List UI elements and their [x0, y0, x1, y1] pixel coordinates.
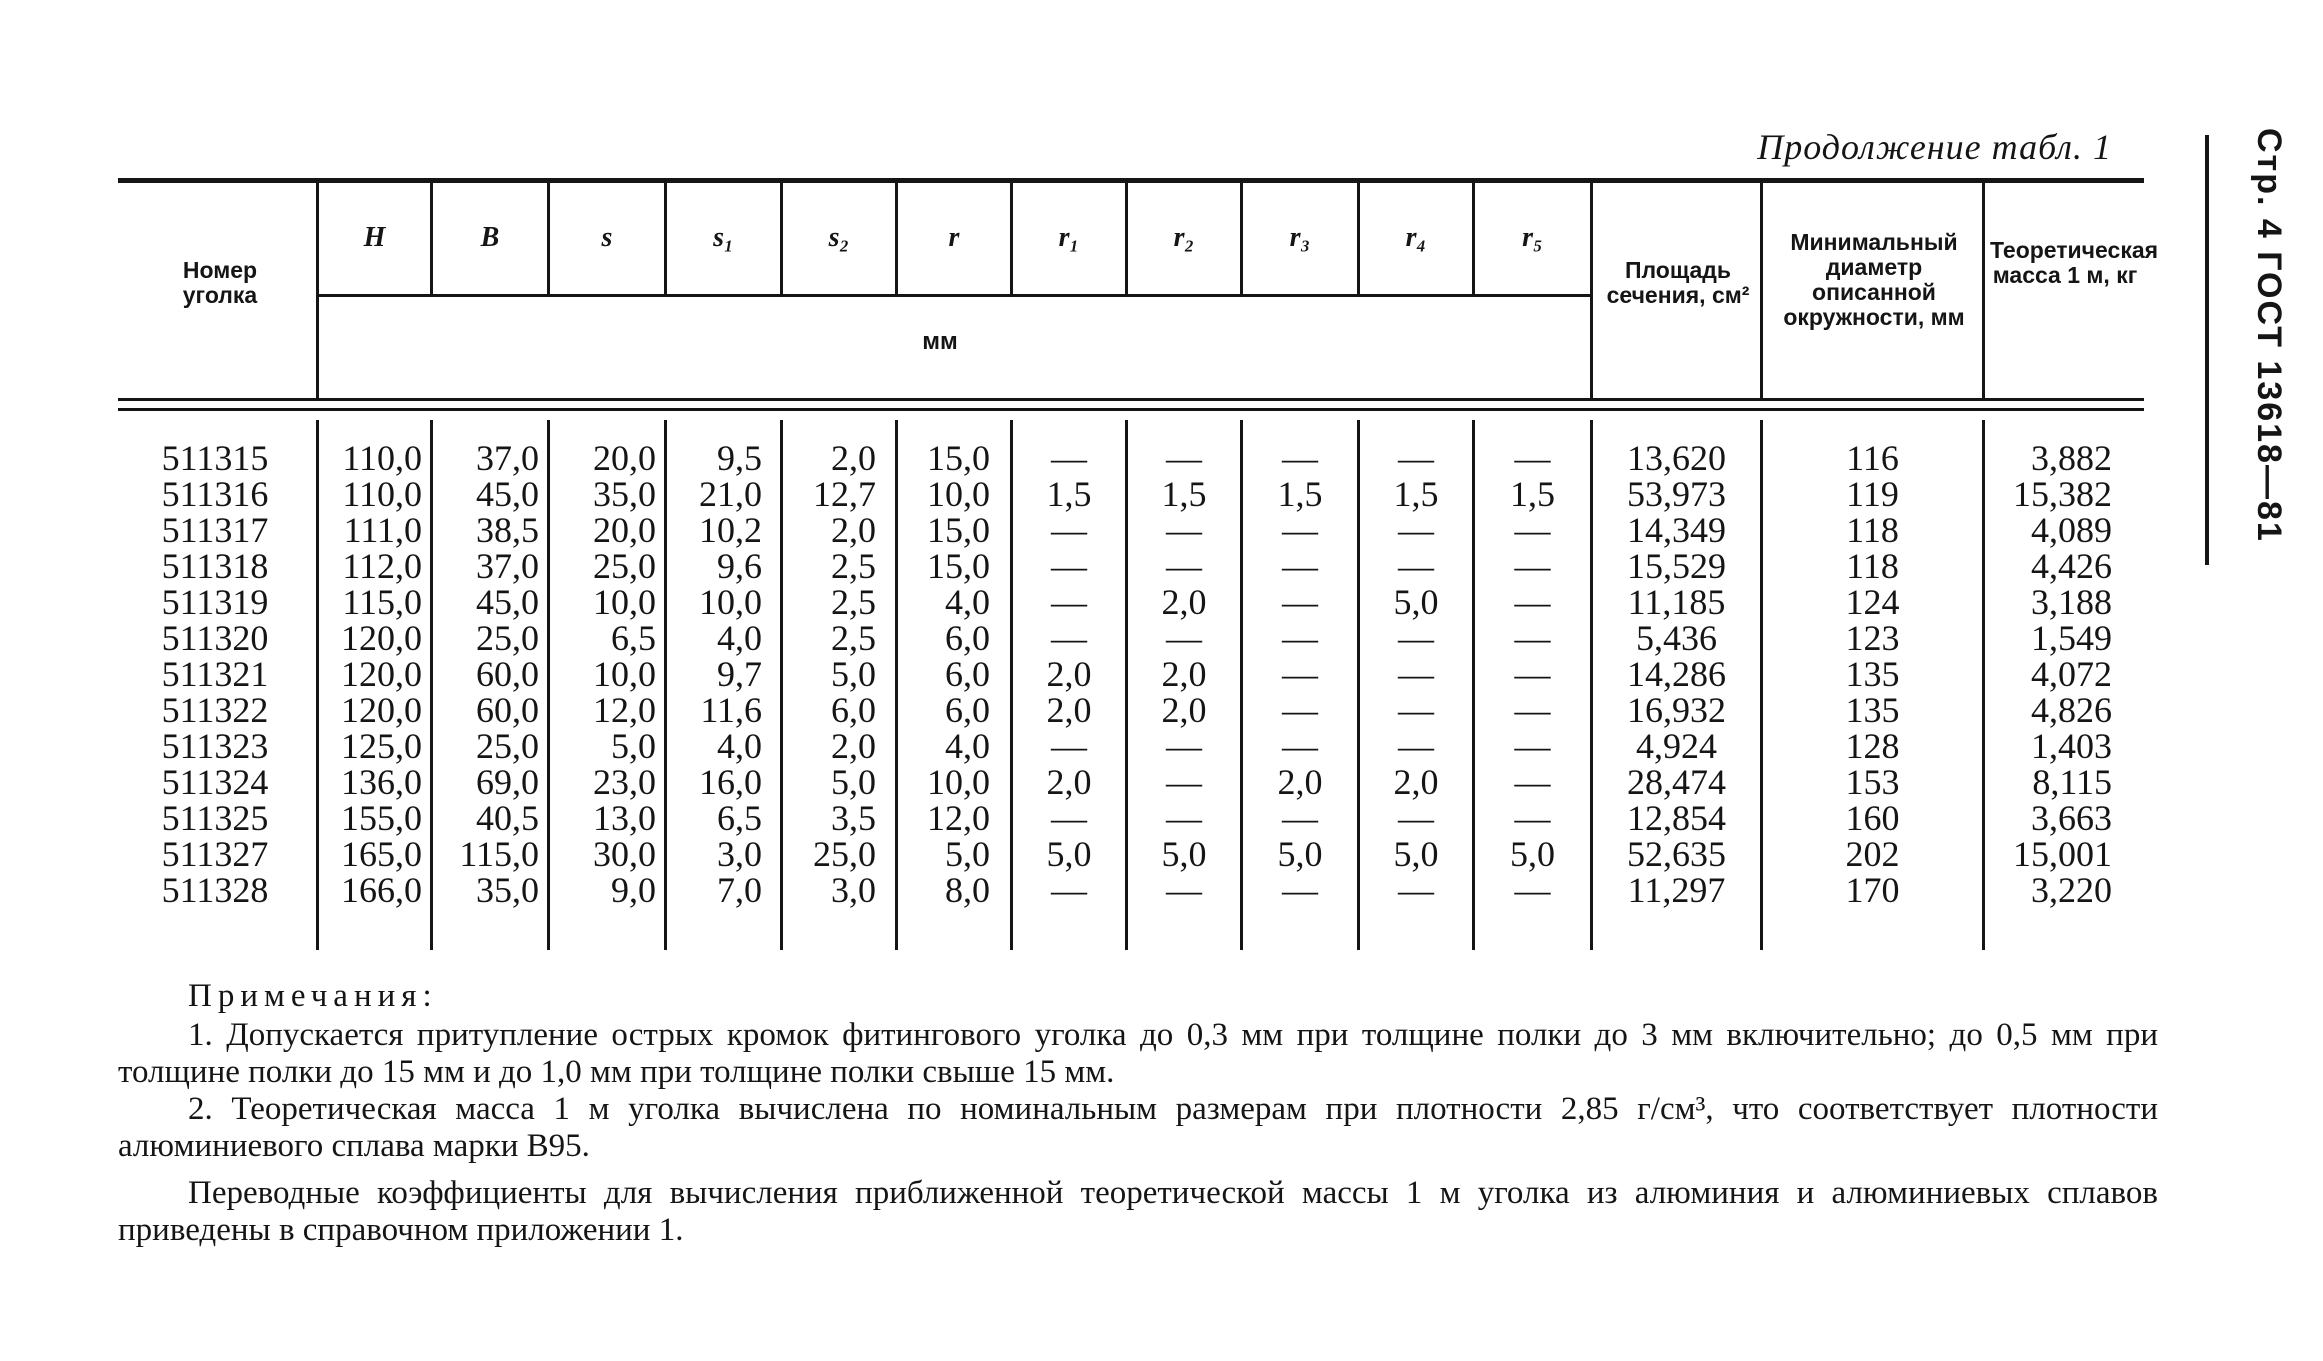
table-cell: 40,5	[476, 798, 539, 838]
header-vline	[1590, 180, 1593, 398]
table-cell: —	[1051, 870, 1087, 910]
table-cell: 15,382	[2013, 474, 2112, 514]
col-h	[319, 440, 422, 908]
table-cell: 12,0	[593, 690, 656, 730]
table-cell: 13,620	[1627, 438, 1726, 478]
header-vline	[1982, 180, 1985, 398]
unit-divider-rule	[318, 294, 1590, 297]
header-vline	[1760, 180, 1763, 398]
table-cell: 10,0	[927, 762, 990, 802]
table-cell: —	[1514, 546, 1551, 586]
header-mass: Теоретическая масса 1 м, кг	[1990, 237, 2159, 288]
table-cell: 45,0	[476, 474, 539, 514]
table-cell: 37,0	[476, 438, 539, 478]
table-cell: 2,0	[1277, 762, 1323, 802]
col-r4	[1360, 440, 1472, 908]
symbol-s: s	[601, 222, 613, 253]
table-cell: —	[1514, 726, 1551, 766]
table-cell: 6,5	[717, 798, 762, 838]
table-cell: —	[1282, 654, 1318, 694]
table-cell: 3,882	[2031, 438, 2112, 478]
table-cell: 14,349	[1627, 510, 1726, 550]
table-cell: 5,436	[1636, 618, 1717, 658]
table-cell: 1,549	[2031, 618, 2112, 658]
table-cell: 53,973	[1627, 474, 1726, 514]
col-b	[433, 440, 539, 908]
table-cell: 2,0	[1046, 690, 1092, 730]
table-cell: 2,0	[1161, 654, 1207, 694]
table-cell: 6,0	[945, 654, 990, 694]
table-cell: 12,7	[813, 474, 876, 514]
table-cell: 4,072	[2031, 654, 2112, 694]
table-cell: 2,5	[831, 618, 876, 658]
table-cell: —	[1282, 438, 1318, 478]
table-cell: 5,0	[831, 654, 876, 694]
symbol-r3: r₃	[1289, 222, 1311, 253]
table-cell: —	[1282, 582, 1318, 622]
table-cell: —	[1166, 762, 1202, 802]
col-s1	[667, 440, 762, 908]
header-diameter: Минимальный диаметр описанной окружности, мм	[1783, 229, 1965, 330]
table-cell: 1,5	[1046, 474, 1092, 514]
symbol-r5: r₅	[1522, 222, 1543, 253]
table-cell: 60,0	[476, 690, 539, 730]
table-cell: 3,188	[2031, 582, 2112, 622]
side-page-header: Стр. 4 ГОСТ 13618—81	[2250, 128, 2288, 543]
table-cell: 9,7	[717, 654, 762, 694]
table-cell: 6,0	[831, 690, 876, 730]
table-cell: 118	[1846, 510, 1899, 550]
table-cell: 202	[1845, 834, 1900, 874]
table-cell: 3,0	[831, 870, 876, 910]
table-cell: 110,0	[342, 438, 422, 478]
table-cell: —	[1282, 510, 1318, 550]
table-cell: 2,0	[831, 510, 876, 550]
table-cell: 111,0	[343, 510, 422, 550]
table-cell: —	[1398, 510, 1434, 550]
table-cell: 4,826	[2031, 690, 2112, 730]
table-cell: —	[1166, 510, 1202, 550]
table-cell: 10,0	[593, 654, 656, 694]
table-cell: 35,0	[476, 870, 539, 910]
table-cell: 5,0	[1510, 834, 1555, 874]
table-cell: 4,089	[2031, 510, 2112, 550]
symbol-r: r	[948, 222, 960, 253]
notes-title: Примечания:	[188, 978, 438, 1014]
table-cell: 23,0	[593, 762, 656, 802]
table-cell: 2,5	[831, 582, 876, 622]
table-cell: —	[1166, 726, 1202, 766]
header-bottom-rule-2	[118, 408, 2144, 411]
symbol-s2: s₂	[828, 222, 850, 253]
table-cell: 1,5	[1510, 474, 1555, 514]
table-cell: 37,0	[476, 546, 539, 586]
table-cell: —	[1514, 438, 1551, 478]
table-cell: 21,0	[699, 474, 762, 514]
table-cell: —	[1051, 510, 1087, 550]
header-vline	[316, 180, 319, 398]
table-cell: —	[1514, 762, 1551, 802]
table-cell: 2,0	[831, 438, 876, 478]
table-cell: 511325	[161, 798, 269, 838]
table-cell: 15,0	[927, 438, 990, 478]
table-cell: 35,0	[593, 474, 656, 514]
table-cell: 511317	[161, 510, 269, 550]
table-cell: 15,0	[927, 546, 990, 586]
table-cell: —	[1051, 618, 1087, 658]
table-cell: —	[1051, 798, 1087, 838]
table-cell: —	[1398, 546, 1434, 586]
table-cell: —	[1398, 690, 1434, 730]
table-cell: —	[1166, 618, 1202, 658]
table-cell: 2,0	[1393, 762, 1439, 802]
table-cell: 1,5	[1161, 474, 1207, 514]
table-cell: 511316	[161, 474, 269, 514]
table-cell: 12,854	[1627, 798, 1726, 838]
table-cell: 5,0	[1393, 834, 1439, 874]
table-cell: 4,0	[717, 618, 762, 658]
table-cell: 16,932	[1627, 690, 1726, 730]
table-cell: —	[1514, 510, 1551, 550]
col-mass	[1985, 440, 2112, 908]
table-cell: 123	[1845, 618, 1900, 658]
header-bottom-rule	[118, 398, 2144, 401]
table-cell: 20,0	[593, 510, 656, 550]
table-cell: 160	[1845, 798, 1900, 838]
table-cell: 15,001	[2013, 834, 2112, 874]
table-cell: —	[1398, 726, 1434, 766]
table-cell: 15,0	[927, 510, 990, 550]
table-cell: 2,0	[1046, 762, 1092, 802]
table-cell: 511315	[161, 438, 269, 478]
table-cell: 6,5	[611, 618, 656, 658]
table-cell: 2,0	[831, 726, 876, 766]
table-cell: 12,0	[927, 798, 990, 838]
table-cell: —	[1051, 726, 1087, 766]
table-cell: 25,0	[593, 546, 656, 586]
table-cell: 11,6	[700, 690, 762, 730]
table-cell: —	[1514, 582, 1551, 622]
table-cell: 511328	[161, 870, 269, 910]
table-cell: 5,0	[1161, 834, 1207, 874]
header-number: Номер уголка	[182, 257, 258, 308]
table-cell: 1,5	[1277, 474, 1323, 514]
table-cell: 9,5	[717, 438, 762, 478]
table-cell: 118	[1846, 546, 1899, 586]
table-cell: 511324	[161, 762, 269, 802]
table-cell: 4,0	[945, 582, 990, 622]
table-cell: 511323	[161, 726, 269, 766]
col-r5	[1475, 440, 1590, 908]
table-cell: 110,0	[342, 474, 422, 514]
table-cell: 1,5	[1393, 474, 1439, 514]
table-cell: —	[1282, 546, 1318, 586]
table-cell: 6,0	[945, 618, 990, 658]
table-cell: 45,0	[476, 582, 539, 622]
table-cell: 3,0	[717, 834, 762, 874]
table-cell: 3,663	[2031, 798, 2112, 838]
col-s	[550, 440, 656, 908]
table-cell: 511327	[161, 834, 269, 874]
table-cell: —	[1398, 870, 1434, 910]
col-s2	[783, 440, 876, 908]
symbol-s1: s₁	[713, 222, 734, 253]
table-cell: 2,5	[831, 546, 876, 586]
table-cell: 511320	[161, 618, 269, 658]
table-cell: 11,185	[1627, 582, 1726, 622]
note-1: 1. Допускается притупление острых кромок фитингового уголка до 0,3 мм при толщине полки до 3 мм включительно; до 0,5 мм при толщине полки до 15 мм и до 1,0 мм при толщине полки свыше 15 мм.	[118, 1017, 2158, 1090]
table-cell: 13,0	[593, 798, 656, 838]
table-cell: 115,0	[459, 834, 539, 874]
table-cell: —	[1051, 438, 1087, 478]
table-cell: 15,529	[1627, 546, 1726, 586]
continuation-label: Продолжение табл. 1	[1757, 127, 2112, 167]
unit-label: мм	[922, 328, 958, 355]
table-cell: 28,474	[1627, 762, 1726, 802]
note-2: 2. Теоретическая масса 1 м уголка вычислена по номинальным размерам при плотности 2,85 г/см³, что соответствует плотности алюминиевого сплава марки В95.	[118, 1091, 2158, 1164]
table-cell: 16,0	[699, 762, 762, 802]
symbol-h: H	[363, 222, 386, 253]
table-cell: —	[1398, 798, 1434, 838]
table-cell: 165,0	[341, 834, 422, 874]
table-cell: 4,0	[717, 726, 762, 766]
table-cell: 153	[1845, 762, 1900, 802]
table-cell: —	[1514, 798, 1551, 838]
col-r3	[1243, 440, 1357, 908]
table-cell: 124	[1845, 582, 1900, 622]
table-cell: 30,0	[593, 834, 656, 874]
table-cell: 3,220	[2031, 870, 2112, 910]
col-r1	[1013, 440, 1125, 908]
table-cell: 7,0	[717, 870, 762, 910]
table-cell: 511322	[161, 690, 269, 730]
table-cell: 25,0	[813, 834, 876, 874]
table-cell: 9,6	[717, 546, 762, 586]
table-cell: 60,0	[476, 654, 539, 694]
table-cell: 3,5	[831, 798, 876, 838]
table-cell: 2,0	[1161, 690, 1207, 730]
table-cell: 6,0	[945, 690, 990, 730]
table-cell: 10,0	[699, 582, 762, 622]
table-cell: 116	[1846, 438, 1899, 478]
table-cell: 25,0	[476, 618, 539, 658]
table-cell: 5,0	[1046, 834, 1092, 874]
table-cell: —	[1282, 618, 1318, 658]
col-diameter	[1763, 440, 1982, 908]
table-cell: 4,0	[945, 726, 990, 766]
table-cell: 52,635	[1627, 834, 1726, 874]
table-cell: —	[1051, 582, 1087, 622]
table-cell: 511318	[161, 546, 269, 586]
table-cell: 9,0	[611, 870, 656, 910]
table-cell: 2,0	[1046, 654, 1092, 694]
table-cell: —	[1514, 654, 1551, 694]
table-cell: 135	[1845, 690, 1900, 730]
table-cell: 10,0	[593, 582, 656, 622]
table-cell: 5,0	[945, 834, 990, 874]
col-number	[140, 440, 290, 908]
table-cell: 135	[1845, 654, 1900, 694]
col-area	[1593, 440, 1760, 908]
table-cell: 10,0	[927, 474, 990, 514]
table-cell: 11,297	[1627, 870, 1726, 910]
table-cell: 120,0	[341, 618, 422, 658]
table-cell: 5,0	[1393, 582, 1439, 622]
table-cell: —	[1398, 654, 1434, 694]
table-cell: —	[1166, 870, 1202, 910]
table-cell: 20,0	[593, 438, 656, 478]
table-cell: 511319	[161, 582, 269, 622]
table-cell: 136,0	[341, 762, 422, 802]
table-cell: 8,115	[2032, 762, 2112, 802]
table-cell: 69,0	[476, 762, 539, 802]
table-cell: —	[1051, 546, 1087, 586]
col-r2	[1128, 440, 1240, 908]
table-cell: 25,0	[476, 726, 539, 766]
table-cell: —	[1166, 438, 1202, 478]
table-cell: 170	[1845, 870, 1900, 910]
table-cell: —	[1514, 870, 1551, 910]
table-cell: 5,0	[611, 726, 656, 766]
symbol-r1: r₁	[1058, 222, 1080, 253]
table-cell: 155,0	[341, 798, 422, 838]
table-cell: 4,924	[1636, 726, 1717, 766]
table-cell: 8,0	[945, 870, 990, 910]
table-cell: 14,286	[1627, 654, 1726, 694]
symbol-r2: r₂	[1173, 222, 1195, 253]
header-area: Площадь сечения, см²	[1606, 257, 1750, 308]
table-cell: 5,0	[831, 762, 876, 802]
table-cell: —	[1282, 870, 1318, 910]
table-cell: —	[1514, 690, 1551, 730]
table-cell: —	[1398, 618, 1434, 658]
table-cell: 511321	[161, 654, 269, 694]
table-cell: —	[1514, 618, 1551, 658]
col-r	[898, 440, 990, 908]
table-cell: 115,0	[342, 582, 422, 622]
table-cell: —	[1398, 438, 1434, 478]
table-cell: —	[1282, 726, 1318, 766]
side-rule	[2205, 135, 2209, 565]
table-cell: 2,0	[1161, 582, 1207, 622]
table-cell: —	[1166, 546, 1202, 586]
table-cell: 10,2	[699, 510, 762, 550]
table-cell: 120,0	[341, 690, 422, 730]
table-cell: 38,5	[476, 510, 539, 550]
table-cell: 120,0	[341, 654, 422, 694]
table-cell: —	[1282, 690, 1318, 730]
note-3: Переводные коэффициенты для вычисления приближенной теоретической массы 1 м уголка из алюминия и алюминиевых сплавов приведены в справочном приложении 1.	[118, 1175, 2158, 1248]
table-cell: 128	[1845, 726, 1900, 766]
table-cell: 119	[1846, 474, 1899, 514]
table-cell: —	[1282, 798, 1318, 838]
table-cell: —	[1166, 798, 1202, 838]
symbol-r4: r₄	[1405, 222, 1427, 253]
table-cell: 1,403	[2031, 726, 2112, 766]
notes-section	[118, 978, 2158, 1249]
symbol-b: B	[480, 222, 500, 253]
table-cell: 125,0	[341, 726, 422, 766]
table-cell: 5,0	[1277, 834, 1323, 874]
table-cell: 4,426	[2031, 546, 2112, 586]
table-cell: 112,0	[342, 546, 422, 586]
table-cell: 166,0	[341, 870, 422, 910]
table-top-rule	[118, 178, 2144, 183]
